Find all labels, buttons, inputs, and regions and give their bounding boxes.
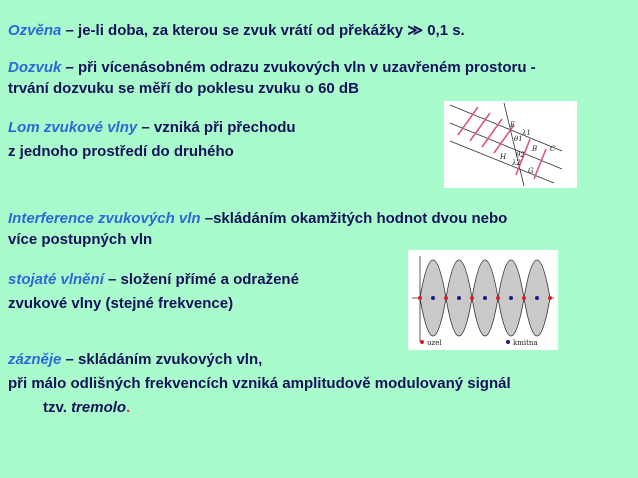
tremolo-prefix: tzv. [43,399,72,416]
fig-label: B [532,145,538,153]
standing-term: stojaté vlnění [8,271,104,288]
antinode-dot [457,296,461,300]
fig-label: G [528,167,534,175]
beats-line-3 [43,398,130,417]
reverb-term: Dozvuk [8,59,62,76]
antinode-dot [535,296,539,300]
antinode-dot [483,296,487,300]
standing-line-2: zvukové vlny (stejné frekvence) [8,295,234,312]
echo-text: – je-li doba, za kterou se zvuk vrátí od překážky ≫ 0,1 s. [61,22,465,39]
interference-term: Interference zvukových vln [8,210,201,227]
reverb-text: – při vícenásobném odrazu zvukových vln v uzavřeném prostoru - [61,59,536,76]
beats-term: zázněje [8,351,62,368]
node-dot [418,296,422,300]
ray-line [450,141,554,183]
node-legend-dot [420,340,424,344]
fig-label: θ2 [516,151,525,159]
antinode-legend-dot [506,340,510,344]
standing-line-1 [8,270,299,289]
echo-term: Ozvěna [8,22,62,39]
interference-line-2: více postupných vln [8,231,153,248]
ray-line [450,123,562,169]
reverb-line-1 [8,58,536,77]
node-dot [470,296,474,300]
beats-line-1 [8,350,262,369]
refraction-figure [444,101,577,188]
tremolo-dot: . [126,399,131,416]
tremolo-term: tremolo [71,399,127,416]
refraction-line-1 [8,118,296,137]
fig-label: H [500,153,507,161]
beats-text: – skládáním zvukových vln, [61,351,263,368]
legend-node-label: uzel [427,339,442,347]
antinode-dot [431,296,435,300]
node-dot [444,296,448,300]
node-dot [548,296,552,300]
beats-line-2: při málo odlišných frekvencích vzniká amplitudově modulovaný signál [8,375,511,392]
standing-wave-figure [408,250,558,350]
fig-label: E [510,121,516,129]
standing-wave-diagram [408,250,558,350]
standing-text: – složení přímé a odražené [103,271,299,288]
echo-line [8,21,465,40]
node-dot [522,296,526,300]
refraction-term: Lom zvukové vlny [8,119,138,136]
node-dot [496,296,500,300]
fig-label: C [550,145,556,153]
fig-label: θ1 [514,135,523,143]
legend-antinode-label: kmitna [513,339,538,347]
fig-label: λ2 [512,159,521,167]
antinode-dot [509,296,513,300]
refraction-diagram [444,101,577,188]
refraction-text: – vzniká při přechodu [137,119,296,136]
wavefront [494,125,514,153]
fig-label: λ1 [522,129,531,137]
interference-text: –skládáním okamžitých hodnot dvou nebo [200,210,508,227]
refraction-line-2: z jednoho prostředí do druhého [8,143,234,160]
wavefront [534,149,546,179]
reverb-line-2: trvání dozvuku se měří do poklesu zvuku o 60 dB [8,80,359,97]
interface-line [504,103,524,186]
interference-line-1 [8,209,507,228]
